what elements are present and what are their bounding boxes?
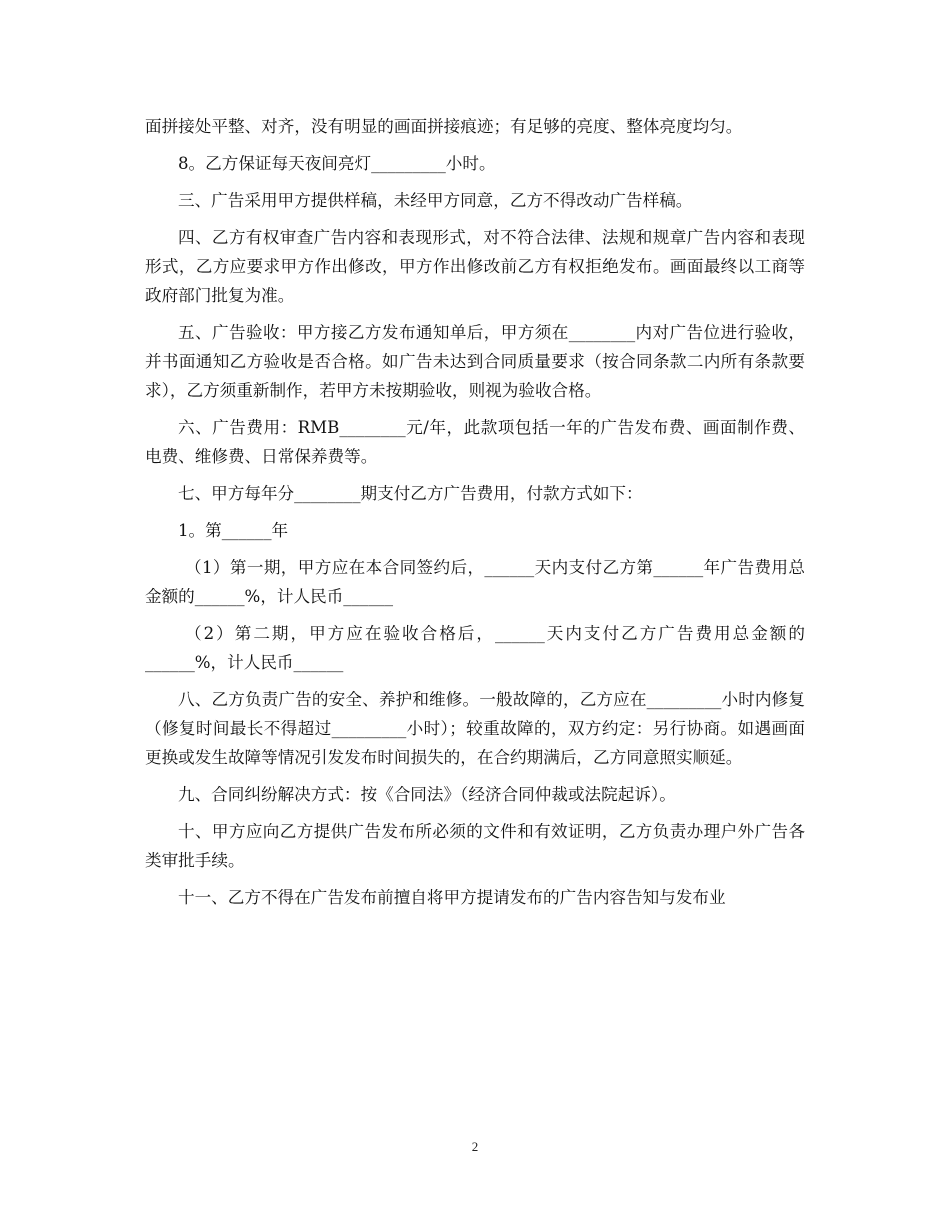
paragraph-section-11: 十一、乙方不得在广告发布前擅自将甲方提请发布的广告内容告知与发布业 xyxy=(178,888,726,907)
paragraph-installment-2: （2）第二期，甲方应在验收合格后，______天内支付乙方广告费用总金额的______%，计人民币______ xyxy=(145,624,805,672)
paragraph-year-1: 1。第______年 xyxy=(178,521,289,540)
paragraph-section-9: 九、合同纠纷解决方式：按《合同法》（经济合同仲裁或法院起诉）。 xyxy=(178,785,676,804)
paragraph-section-5: 五、广告验收：甲方接乙方发布通知单后，甲方须在________内对广告位进行验收，并书面通知乙方验收是否合格。如广告未达到合同质量要求（按合同条款二内所有条款要求），乙方须重新制作，若甲方未按期验收，则视为验收合格。 xyxy=(145,323,805,400)
paragraph-section-10: 十、甲方应向乙方提供广告发布所必须的文件和有效证明，乙方负责办理户外广告各类审批手续。 xyxy=(145,822,805,870)
paragraph-section-8: 八、乙方负责广告的安全、养护和维修。一般故障的，乙方应在_________小时内修复（修复时间最长不得超过_________小时）；较重故障的，双方约定：另行协商。如遇画面更换或发生故障等情况引发发布时间损失的，在合约期满后，乙方同意照实顺延。 xyxy=(145,690,805,767)
paragraph-section-6: 六、广告费用：RMB________元/年，此款项包括一年的广告发布费、画面制作费、电费、维修费、日常保养费等。 xyxy=(145,418,805,466)
paragraph-installment-1: （1）第一期，甲方应在本合同签约后，______天内支付乙方第______年广告费用总金额的______%，计人民币______ xyxy=(145,558,805,606)
paragraph-section-3: 三、广告采用甲方提供样稿，未经甲方同意，乙方不得改动广告样稿。 xyxy=(178,191,693,210)
page-number: 2 xyxy=(471,1139,479,1154)
paragraph-clause-8: 8。乙方保证每天夜间亮灯_________小时。 xyxy=(178,154,496,173)
document-body xyxy=(145,112,805,920)
paragraph-section-4: 四、乙方有权审查广告内容和表现形式，对不符合法律、法规和规章广告内容和表现形式，乙方应要求甲方作出修改，甲方作出修改前乙方有权拒绝发布。画面最终以工商等政府部门批复为准。 xyxy=(145,228,805,305)
paragraph-continuation: 面拼接处平整、对齐，没有明显的画面拼接痕迹；有足够的亮度、整体亮度均匀。 xyxy=(145,117,743,136)
paragraph-section-7: 七、甲方每年分________期支付乙方广告费用，付款方式如下： xyxy=(178,484,643,503)
